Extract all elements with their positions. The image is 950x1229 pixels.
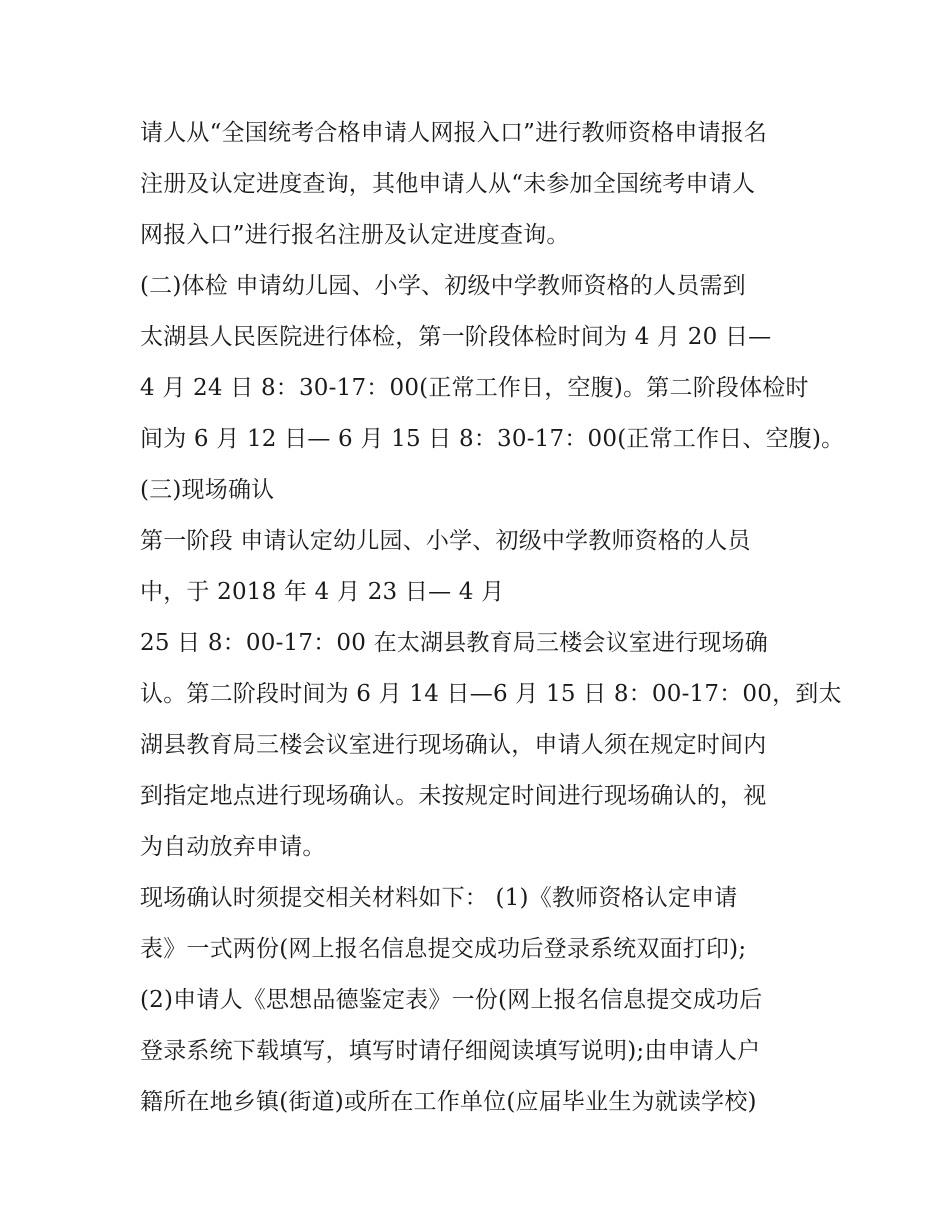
text-line: 籍所在地乡镇(街道)或所在工作单位(应届毕业生为就读学校) [140, 1089, 757, 1115]
text-line: 湖县教育局三楼会议室进行现场确认，申请人须在规定时间内 [140, 732, 767, 758]
text-line: 25 日 8：00-17：00 在太湖县教育局三楼会议室进行现场确 [140, 630, 769, 656]
text-line: 网报入口”进行报名注册及认定进度查询。 [140, 222, 570, 248]
text-line: 为自动放弃申请。 [140, 834, 326, 860]
text-line: 登录系统下载填写，填写时请仔细阅读填写说明);由申请人户 [140, 1038, 761, 1064]
text-line: 4 月 24 日 8：30-17：00(正常工作日，空腹)。第二阶段体检时 [140, 375, 809, 401]
text-line: 到指定地点进行现场确认。未按规定时间进行现场确认的，视 [140, 783, 767, 809]
text-line: 现场确认时须提交相关材料如下： (1)《教师资格认定申请 [140, 885, 738, 911]
text-line: 太湖县人民医院进行体检，第一阶段体检时间为 4 月 20 日— [140, 324, 772, 350]
text-line: (二)体检 申请幼儿园、小学、初级中学教师资格的人员需到 [140, 273, 746, 299]
text-line: 表》一式两份(网上报名信息提交成功后登录系统双面打印); [140, 936, 747, 962]
text-line: (2)申请人《思想品德鉴定表》一份(网上报名信息提交成功后 [140, 987, 763, 1013]
text-line: 认。第二阶段时间为 6 月 14 日—6 月 15 日 8：00-17：00，到太 [140, 681, 842, 707]
text-line: 第一阶段 申请认定幼儿园、小学、初级中学教师资格的人员 [140, 528, 751, 554]
section-heading: (三)现场确认 [140, 477, 275, 503]
text-line: 间为 6 月 12 日— 6 月 15 日 8：30-17：00(正常工作日、空腹)。 [140, 426, 845, 452]
text-line: 注册及认定进度查询，其他申请人从“未参加全国统考申请人 [140, 171, 756, 197]
text-line: 请人从“全国统考合格申请人网报入口”进行教师资格申请报名 [140, 120, 768, 146]
text-line: 中，于 2018 年 4 月 23 日— 4 月 [140, 579, 505, 605]
body-text [140, 108, 845, 1128]
